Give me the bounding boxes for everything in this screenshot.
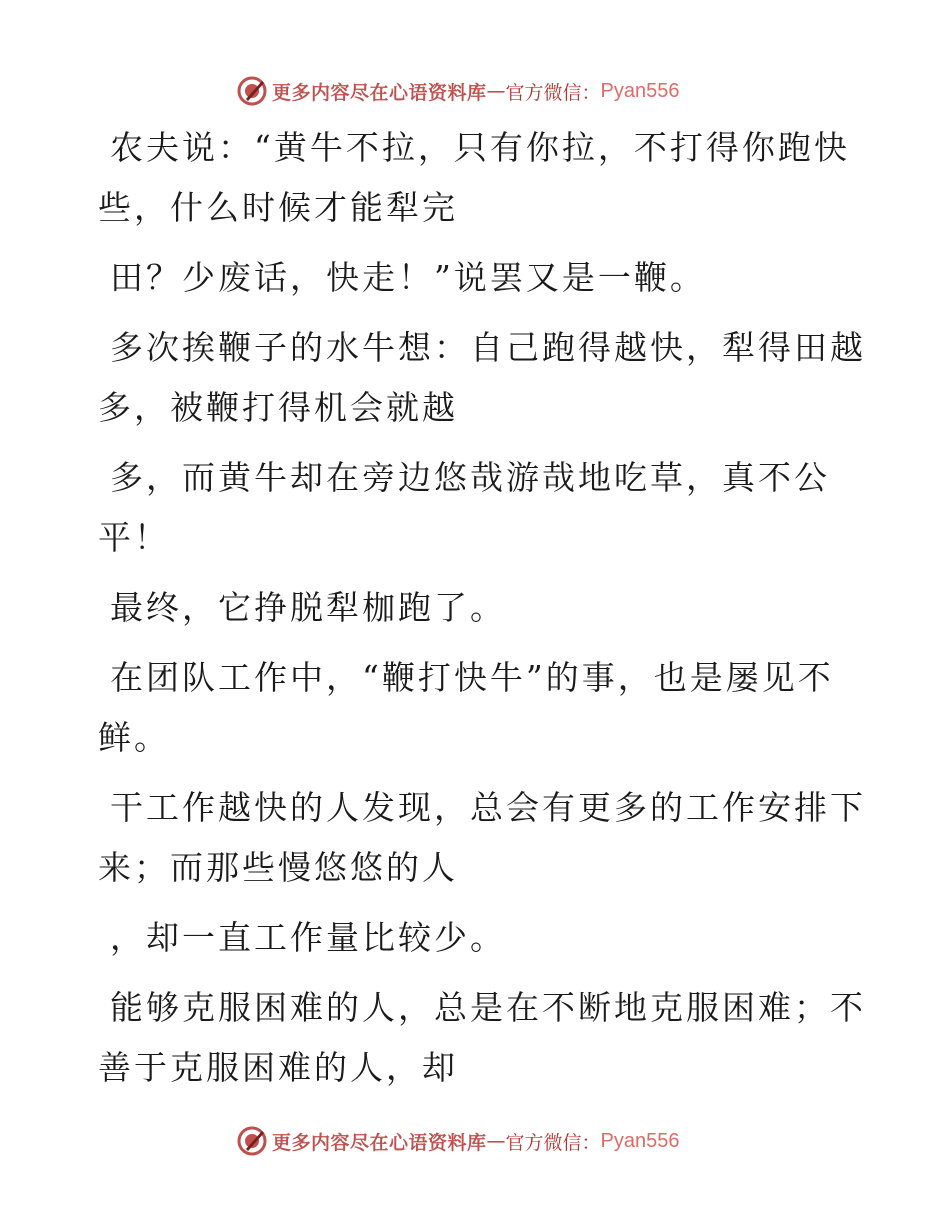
text-line: 多，而黄牛却在旁边悠哉游哉地吃草，真不公 <box>110 458 830 497</box>
paragraph <box>98 578 838 638</box>
text-line: 在团队工作中，“鞭打快牛”的事，也是屡见不 <box>110 658 834 697</box>
text-line: 田？少废话，快走！”说罢又是一鞭。 <box>110 258 706 297</box>
text-line: ，却一直工作量比较少。 <box>110 918 506 957</box>
text-line: 干工作越快的人发现，总会有更多的工作安排下 <box>110 788 866 827</box>
text-line: 平！ <box>98 518 170 557</box>
watermark-dash: — <box>486 80 506 102</box>
text-line: 些，什么时候才能犁完 <box>98 188 458 227</box>
text-line: 能够克服困难的人，总是在不断地克服困难；不 <box>110 988 866 1027</box>
watermark-text: 更多内容尽在心语资料库 <box>272 81 487 104</box>
watermark-wechat-label: 官方微信： <box>505 1131 601 1154</box>
pen-logo-icon <box>236 1125 268 1157</box>
pen-logo-icon <box>236 75 268 107</box>
text-line: 最终，它挣脱犁枷跑了。 <box>110 588 506 627</box>
text-line: 农夫说：“黄牛不拉，只有你拉，不打得你跑快 <box>110 128 850 167</box>
watermark-wechat-label: 官方微信： <box>505 81 601 104</box>
paragraph <box>98 648 838 768</box>
text-line: 多，被鞭打得机会就越 <box>98 388 458 427</box>
footer-watermark <box>236 1124 680 1158</box>
paragraph <box>98 778 866 898</box>
paragraph <box>98 248 838 308</box>
text-line: 来；而那些慢悠悠的人 <box>98 848 458 887</box>
text-line: 鲜。 <box>98 718 170 757</box>
header-watermark <box>236 74 680 108</box>
text-line: 多次挨鞭子的水牛想：自己跑得越快，犁得田越 <box>110 328 866 367</box>
watermark-wechat-id: Pyan556 <box>600 79 680 102</box>
watermark-text: 更多内容尽在心语资料库 <box>272 1131 487 1154</box>
paragraph <box>98 978 866 1098</box>
text-line: 善于克服困难的人，却 <box>98 1048 458 1087</box>
watermark-wechat-id: Pyan556 <box>600 1129 680 1152</box>
document-body <box>98 118 866 1108</box>
paragraph <box>98 118 850 238</box>
paragraph <box>98 908 838 968</box>
watermark-dash: — <box>486 1130 506 1152</box>
paragraph <box>98 318 866 438</box>
paragraph <box>98 448 838 568</box>
